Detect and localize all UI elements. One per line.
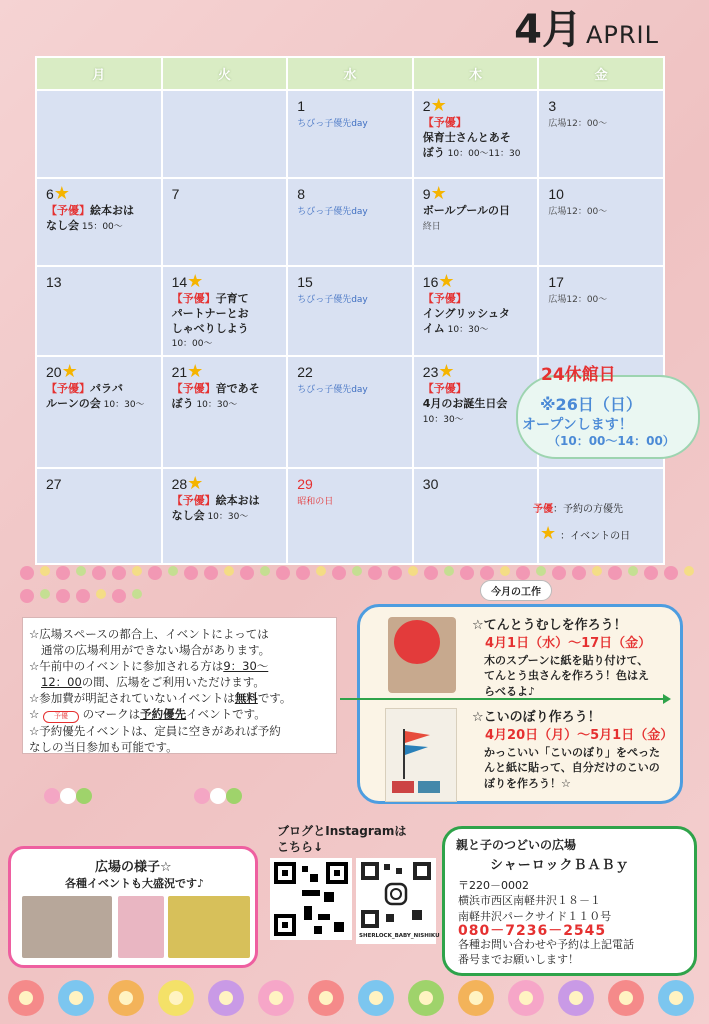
flower-icon: [56, 566, 70, 580]
phone-number[interactable]: 080－7236－2545: [458, 923, 607, 939]
event-line: ちびっ子優先day: [297, 118, 368, 129]
event-line: 【予優】絵本おは: [171, 493, 260, 507]
star-icon: ★: [61, 361, 78, 382]
open-day-label: ※26日（日）: [540, 395, 642, 414]
dango-icon: [60, 788, 76, 804]
star-icon: ★: [53, 183, 70, 204]
day-number: 16: [422, 274, 439, 290]
flower-icon: [132, 589, 142, 599]
calendar-table: [35, 56, 665, 565]
month-title-jp: 4月: [514, 7, 582, 53]
calendar-week: [36, 90, 664, 178]
flower-icon: [158, 980, 194, 1016]
day-number: 21: [171, 364, 188, 380]
flower-icon: [628, 566, 638, 576]
flower-icon: [258, 980, 294, 1016]
plaza-photo: [168, 896, 250, 958]
event-line: ちびっ子優先day: [297, 294, 368, 305]
flower-icon: [644, 566, 658, 580]
craft-body-2: かっこいい「こいのぼり」をぺったんと紙に貼って、自分だけのこいのぼりを作ろう！☆: [484, 746, 660, 790]
craft-title-1: ☆てんとうむしを作ろう！: [472, 618, 627, 633]
zip-code: 〒220－0002: [458, 879, 529, 892]
note-line: なしの当日参加も可能です。: [29, 740, 178, 755]
note-line: 通常の広場利用ができない場合があります。: [41, 643, 271, 658]
contact-line: 各種お問い合わせや予約は上記電話: [458, 938, 634, 951]
event-line: イングリッシュタ: [422, 306, 510, 320]
note-text: イベントです。: [186, 707, 266, 722]
flower-icon: [608, 980, 644, 1016]
flower-icon: [76, 589, 90, 603]
event-line: 10：30～: [422, 414, 464, 425]
flower-icon: [508, 980, 544, 1016]
qr-code-blog[interactable]: [270, 858, 352, 940]
day-number: 15: [297, 274, 313, 290]
day-number: 9: [422, 186, 431, 202]
postal-address: [458, 878, 611, 924]
priority-badge: 予優: [43, 711, 79, 723]
day-number: 29: [297, 476, 313, 492]
flower-icon: [358, 980, 394, 1016]
calendar-day-cell: [538, 178, 664, 266]
star-icon: ★: [187, 271, 204, 292]
star-icon: ★: [430, 183, 447, 204]
qr-icon: [274, 862, 348, 936]
org-name: 親と子のつどいの広場: [456, 838, 577, 852]
flower-icon: [444, 566, 454, 576]
flower-icon: [460, 566, 474, 580]
star-icon: ★: [438, 271, 455, 292]
flower-icon: [20, 589, 34, 603]
day-number: 8: [297, 186, 305, 202]
note-text: のマークは: [82, 707, 141, 722]
day-number: 1: [297, 98, 305, 114]
event-line: 広場12：00～: [548, 294, 608, 305]
note-priority: 予約優先: [140, 707, 187, 722]
event-line: 【予優】絵本おは: [46, 203, 134, 217]
facility-name: シャーロックＢＡＢｙ: [490, 858, 630, 873]
open-notice-text: オープンします！: [522, 417, 633, 433]
event-line: 4月のお誕生日会: [422, 396, 508, 410]
flower-icon: [424, 566, 438, 580]
day-number: 3: [548, 98, 557, 114]
craft-body-1: 木のスプーンに紙を貼り付けて、てんとう虫さんを作ろう！色はえらべるよ♪: [484, 654, 649, 698]
event-line: なし会 15：00～: [46, 218, 123, 232]
flower-icon: [108, 980, 144, 1016]
calendar-day-cell: [162, 468, 288, 564]
legend-event: [540, 525, 630, 543]
koinobori-icon: [386, 709, 456, 801]
calendar-day-cell: [413, 90, 539, 178]
flower-icon: [316, 566, 326, 576]
note-line: [29, 674, 330, 690]
calendar-day-cell: [36, 90, 162, 178]
day-number: 23: [422, 364, 439, 380]
flower-icon: [332, 566, 346, 580]
flower-icon: [184, 566, 198, 580]
event-line: 【予優】: [422, 291, 467, 305]
day-number: 27: [46, 476, 62, 492]
note-line: [29, 690, 330, 706]
flower-icon: [260, 566, 270, 576]
weekday-2: 水: [287, 57, 413, 90]
calendar-day-cell: [413, 468, 539, 564]
calendar-day-cell: [287, 468, 413, 564]
flower-icon: [132, 566, 142, 576]
calendar-day-cell: [538, 266, 664, 356]
star-icon: ★: [540, 523, 557, 544]
day-number: 2: [422, 98, 431, 114]
calendar-day-cell: [287, 178, 413, 266]
flower-icon: [92, 566, 106, 580]
flower-icon: [240, 566, 254, 580]
calendar-day-cell: [162, 178, 288, 266]
event-line: 広場12：00～: [548, 206, 608, 217]
day-number: 22: [297, 364, 313, 380]
calendar-day-cell: [36, 266, 162, 356]
flower-icon: [592, 566, 602, 576]
flower-icon: [500, 566, 510, 576]
contact-note: [458, 937, 634, 968]
flower-icon: [552, 566, 566, 580]
note-text: ☆参加費が明記されていないイベントは: [29, 691, 235, 706]
flower-icon: [20, 566, 34, 580]
qr-code-instagram[interactable]: [356, 858, 436, 944]
calendar-week: [36, 178, 664, 266]
closed-day-label: 24休館日: [541, 365, 616, 385]
weekday-3: 木: [413, 57, 539, 90]
day-number: 6: [46, 186, 54, 202]
event-line: 【予優】パラバ: [46, 381, 123, 395]
day-number: 17: [548, 274, 564, 290]
flower-icon: [408, 566, 418, 576]
note-time: 12：00: [41, 675, 82, 690]
event-line: ぼう 10：30～: [171, 396, 238, 410]
day-number: 7: [171, 186, 180, 202]
calendar-day-cell: [413, 266, 539, 356]
flower-icon: [658, 980, 694, 1016]
event-line: イム 10：30～: [422, 321, 489, 335]
event-line: ちびっ子優先day: [297, 206, 368, 217]
flower-icon: [208, 980, 244, 1016]
calendar-day-cell: [36, 468, 162, 564]
legend-event-text: ：イベントの日: [560, 530, 631, 542]
open-hours-text: （10：00～14：00）: [548, 434, 675, 448]
flower-icon: [148, 566, 162, 580]
blog-text: [277, 823, 406, 855]
flower-icon: [224, 566, 234, 576]
event-line: 10：00～: [171, 339, 213, 350]
event-line: ボールプールの日: [422, 203, 511, 217]
notes-box: [22, 617, 337, 754]
day-number: 10: [548, 186, 564, 202]
day-number: 13: [46, 274, 62, 290]
day-number: 30: [422, 476, 439, 492]
calendar-day-cell: [36, 356, 162, 468]
dango-icon: [76, 788, 92, 804]
flower-icon: [112, 589, 126, 603]
note-text: ☆: [29, 707, 40, 722]
weekday-1: 火: [162, 57, 288, 90]
calendar-week: [36, 468, 664, 564]
flower-icon: [558, 980, 594, 1016]
plaza-photos-sub: 各種イベントも大盛況です♪: [65, 877, 205, 890]
calendar-day-cell: [162, 356, 288, 468]
flower-icon: [664, 566, 678, 580]
flower-icon: [368, 566, 382, 580]
flower-icon: [40, 589, 50, 599]
note-line: ☆予約優先イベントは、定員に空きがあれば予約: [29, 724, 281, 739]
calendar-day-cell: [538, 90, 664, 178]
blog-line: こちら↓: [277, 840, 324, 855]
dango-icon: [226, 788, 242, 804]
blog-line: ブログとInstagramは: [277, 824, 407, 838]
calendar-day-cell: [538, 468, 664, 564]
address-line: 横浜市西区南軽井沢１８－１: [458, 894, 601, 908]
note-text: の間、広場をご利用いただけます。: [81, 675, 265, 690]
dango-icon: [194, 788, 210, 804]
flower-icon: [516, 566, 530, 580]
event-line: ぼう 10：00～11：30: [422, 145, 521, 159]
event-line: 昭和の日: [297, 496, 334, 507]
instagram-qr-icon: [356, 858, 436, 932]
flower-icon: [96, 589, 106, 599]
ladybug-icon: [394, 620, 440, 664]
flower-icon: [480, 566, 494, 580]
flower-icon: [608, 566, 622, 580]
weekday-4: 金: [538, 57, 664, 90]
flower-icon: [56, 589, 70, 603]
legend-priority-label: 予優: [533, 504, 553, 515]
calendar-day-cell: [413, 178, 539, 266]
event-line: 保育士さんとあそ: [422, 130, 511, 144]
note-text: ☆午前中のイベントに参加される方は: [29, 659, 224, 674]
instagram-handle: SHERLOCK_BABY_NISHIKU: [359, 933, 440, 939]
calendar-day-cell: [287, 356, 413, 468]
koinobori-photo: [385, 708, 457, 802]
note-text: です。: [257, 691, 292, 706]
dango-icon: [210, 788, 226, 804]
star-icon: ★: [187, 361, 204, 382]
day-number: 20: [46, 364, 62, 380]
event-line: 終日: [422, 221, 441, 232]
dango-icon: [44, 788, 60, 804]
address-line: 南軽井沢パークサイド１１０号: [458, 909, 612, 923]
note-line: ☆広場スペースの都合上、イベントによっては: [29, 627, 269, 641]
flower-icon: [458, 980, 494, 1016]
event-line: 【予優】音であそ: [171, 381, 260, 395]
flower-icon: [308, 980, 344, 1016]
calendar-day-cell: [162, 266, 288, 356]
plaza-photo: [118, 896, 164, 958]
month-title-en: APRIL: [585, 21, 659, 50]
event-line: ちびっ子優先day: [297, 384, 368, 395]
event-line: なし会 10：30～: [171, 508, 249, 522]
flower-border-top: [20, 566, 700, 606]
weekday-0: 月: [36, 57, 162, 90]
flower-icon: [76, 566, 86, 576]
flower-icon: [536, 566, 546, 576]
plaza-photo: [22, 896, 112, 958]
note-free: 無料: [234, 691, 258, 706]
event-line: 広場12：00～: [548, 118, 608, 129]
note-line: [29, 706, 330, 723]
flower-icon: [58, 980, 94, 1016]
day-number: 14: [171, 274, 188, 290]
note-time: 9：30～: [223, 659, 269, 674]
flower-icon: [572, 566, 586, 580]
flower-icon: [408, 980, 444, 1016]
day-number: 28: [171, 476, 188, 492]
flower-icon: [276, 566, 290, 580]
flower-icon: [40, 566, 50, 576]
craft-tag: 今月の工作: [480, 580, 552, 601]
craft-title-2: ☆こいのぼり作ろう！: [472, 710, 601, 725]
calendar-day-cell: [36, 178, 162, 266]
flower-icon: [8, 980, 44, 1016]
legend-priority: [533, 500, 623, 515]
flower-icon: [168, 566, 178, 576]
craft-date-2: 4月20日（月）～5月1日（金）: [485, 728, 674, 743]
flower-icon: [112, 566, 126, 580]
calendar-day-cell: [287, 90, 413, 178]
craft-date-1: 4月1日（水）～17日（金）: [485, 636, 652, 651]
calendar-day-cell: [287, 266, 413, 356]
legend-priority-text: ：予約の方優先: [553, 504, 623, 515]
flower-icon: [296, 566, 310, 580]
month-title: [514, 7, 659, 53]
plaza-photos-title: 広場の様子☆: [95, 860, 172, 875]
event-line: パートナーとお: [171, 306, 249, 320]
calendar-week: [36, 266, 664, 356]
note-line: [29, 658, 330, 674]
star-icon: ★: [187, 473, 204, 494]
event-line: 【予優】子育て: [171, 291, 249, 305]
event-line: 【予優】: [422, 381, 467, 395]
event-line: しゃべりしよう: [171, 321, 249, 335]
contact-line: 番号までお願いします！: [458, 953, 579, 967]
event-line: 【予優】: [422, 115, 467, 129]
flower-icon: [684, 566, 694, 576]
flower-icon: [352, 566, 362, 576]
flower-icon: [204, 566, 218, 580]
star-icon: ★: [438, 361, 455, 382]
event-line: ルーンの会 10：30～: [46, 396, 145, 410]
calendar-day-cell: [162, 90, 288, 178]
flower-icon: [388, 566, 402, 580]
weekday-header: [36, 57, 664, 90]
star-icon: ★: [430, 95, 447, 116]
